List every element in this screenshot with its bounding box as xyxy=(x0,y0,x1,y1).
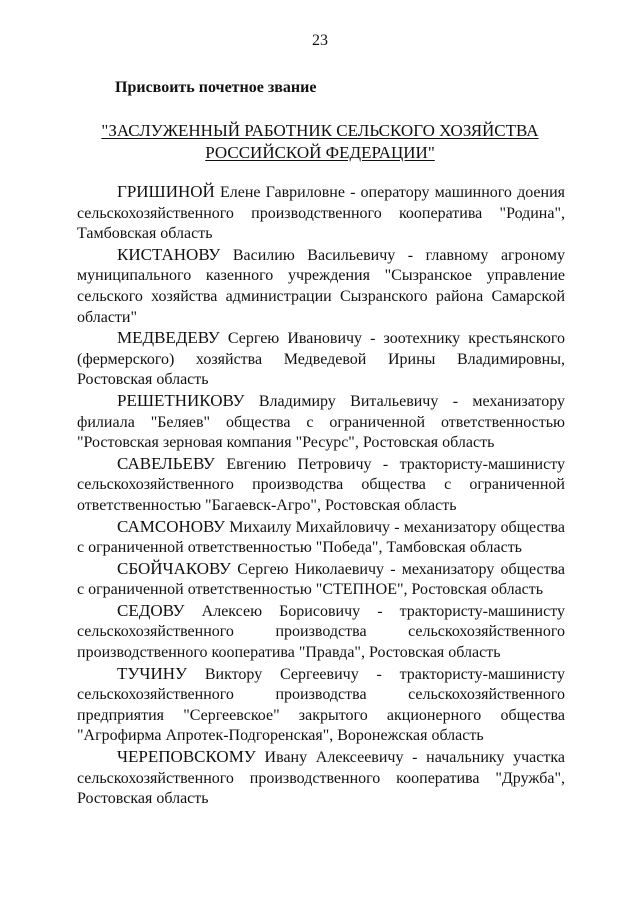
awardee-entry xyxy=(77,559,565,601)
honorary-title-line-2: РОССИЙСКОЙ ФЕДЕРАЦИИ" xyxy=(205,143,435,162)
awardee-surname: САВЕЛЬЕВУ xyxy=(117,453,215,473)
awardee-entry xyxy=(77,182,565,245)
awardee-surname: ТУЧИНУ xyxy=(117,663,188,683)
awardee-details: Алексею Борисовичу - трактористу-машинисту сельскохозяйственного производства сельскохозяйственного производственного кооператива "Правда", Ростовская область xyxy=(77,602,565,662)
awardee-entry xyxy=(77,454,565,517)
awardee-details: Василию Васильевичу - главному агроному муниципального казенного учреждения "Сызранское управление сельского хозяйства администрации Сызранского района Самарской области" xyxy=(77,246,565,326)
honorary-title-line-1: "ЗАСЛУЖЕННЫЙ РАБОТНИК СЕЛЬСКОГО ХОЗЯЙСТВА xyxy=(101,121,539,140)
awardee-surname: СЕДОВУ xyxy=(117,600,185,620)
awardee-details: Елене Гавриловне - оператору машинного доения сельскохозяйственного производственного кооператива "Родина", Тамбовская область xyxy=(77,184,565,243)
document-heading: Присвоить почетное звание xyxy=(115,79,317,96)
awardee-entry xyxy=(77,601,565,664)
awardee-entry xyxy=(77,391,565,454)
awardee-details: Владимиру Витальевичу - механизатору филиала "Беляев" общества с ограниченной ответственностью "Ростовская зерновая компания "Ресурс", Ростовская область xyxy=(77,392,565,452)
awardee-surname: САМСОНОВУ xyxy=(117,516,226,536)
awardee-details: Михаилу Михайловичу - механизатору общества с ограниченной ответственностью "Победа", Тамбовская область xyxy=(77,518,565,557)
awardee-details: Виктору Сергеевичу - трактористу-машинисту сельскохозяйственного производства сельскохозяйственного предприятия "Сергеевское" закрытого акционерного общества "Агрофирма Апротек-Подгоренская", Воронежская область xyxy=(77,665,565,745)
awardee-details: Евгению Петровичу - трактористу-машинисту сельскохозяйственного производства общества с ограниченной ответственностью "Багаевск-Агро", Ростовская область xyxy=(77,455,565,514)
awardee-surname: МЕДВЕДЕВУ xyxy=(117,328,220,348)
awardee-surname: ЧЕРЕПОВСКОМУ xyxy=(117,747,256,767)
awardee-surname: ГРИШИНОЙ xyxy=(117,182,215,201)
awardee-details: Ивану Алексеевичу - начальнику участка сельскохозяйственного производственного кооператива "Дружба", Ростовская область xyxy=(77,749,565,808)
awardee-details: Сергею Николаевичу - механизатору общества с ограниченной ответственностью "СТЕПНОЕ", Ростовская область xyxy=(77,560,565,599)
honorary-title xyxy=(70,120,570,164)
awardee-entry xyxy=(77,747,565,810)
awardee-entry xyxy=(77,328,565,391)
awardee-surname: СБОЙЧАКОВУ xyxy=(117,558,232,578)
awardee-surname: КИСТАНОВУ xyxy=(117,244,221,264)
awardee-entry xyxy=(77,517,565,559)
awardee-details: Сергею Ивановичу - зоотехнику крестьянского (фермерского) хозяйства Медведевой Ирины Владимировны, Ростовская область xyxy=(77,330,565,389)
awardee-list xyxy=(77,182,565,810)
awardee-surname: РЕШЕТНИКОВУ xyxy=(117,390,245,410)
awardee-entry xyxy=(77,245,565,328)
page-number: 23 xyxy=(312,32,328,49)
awardee-entry xyxy=(77,664,565,747)
